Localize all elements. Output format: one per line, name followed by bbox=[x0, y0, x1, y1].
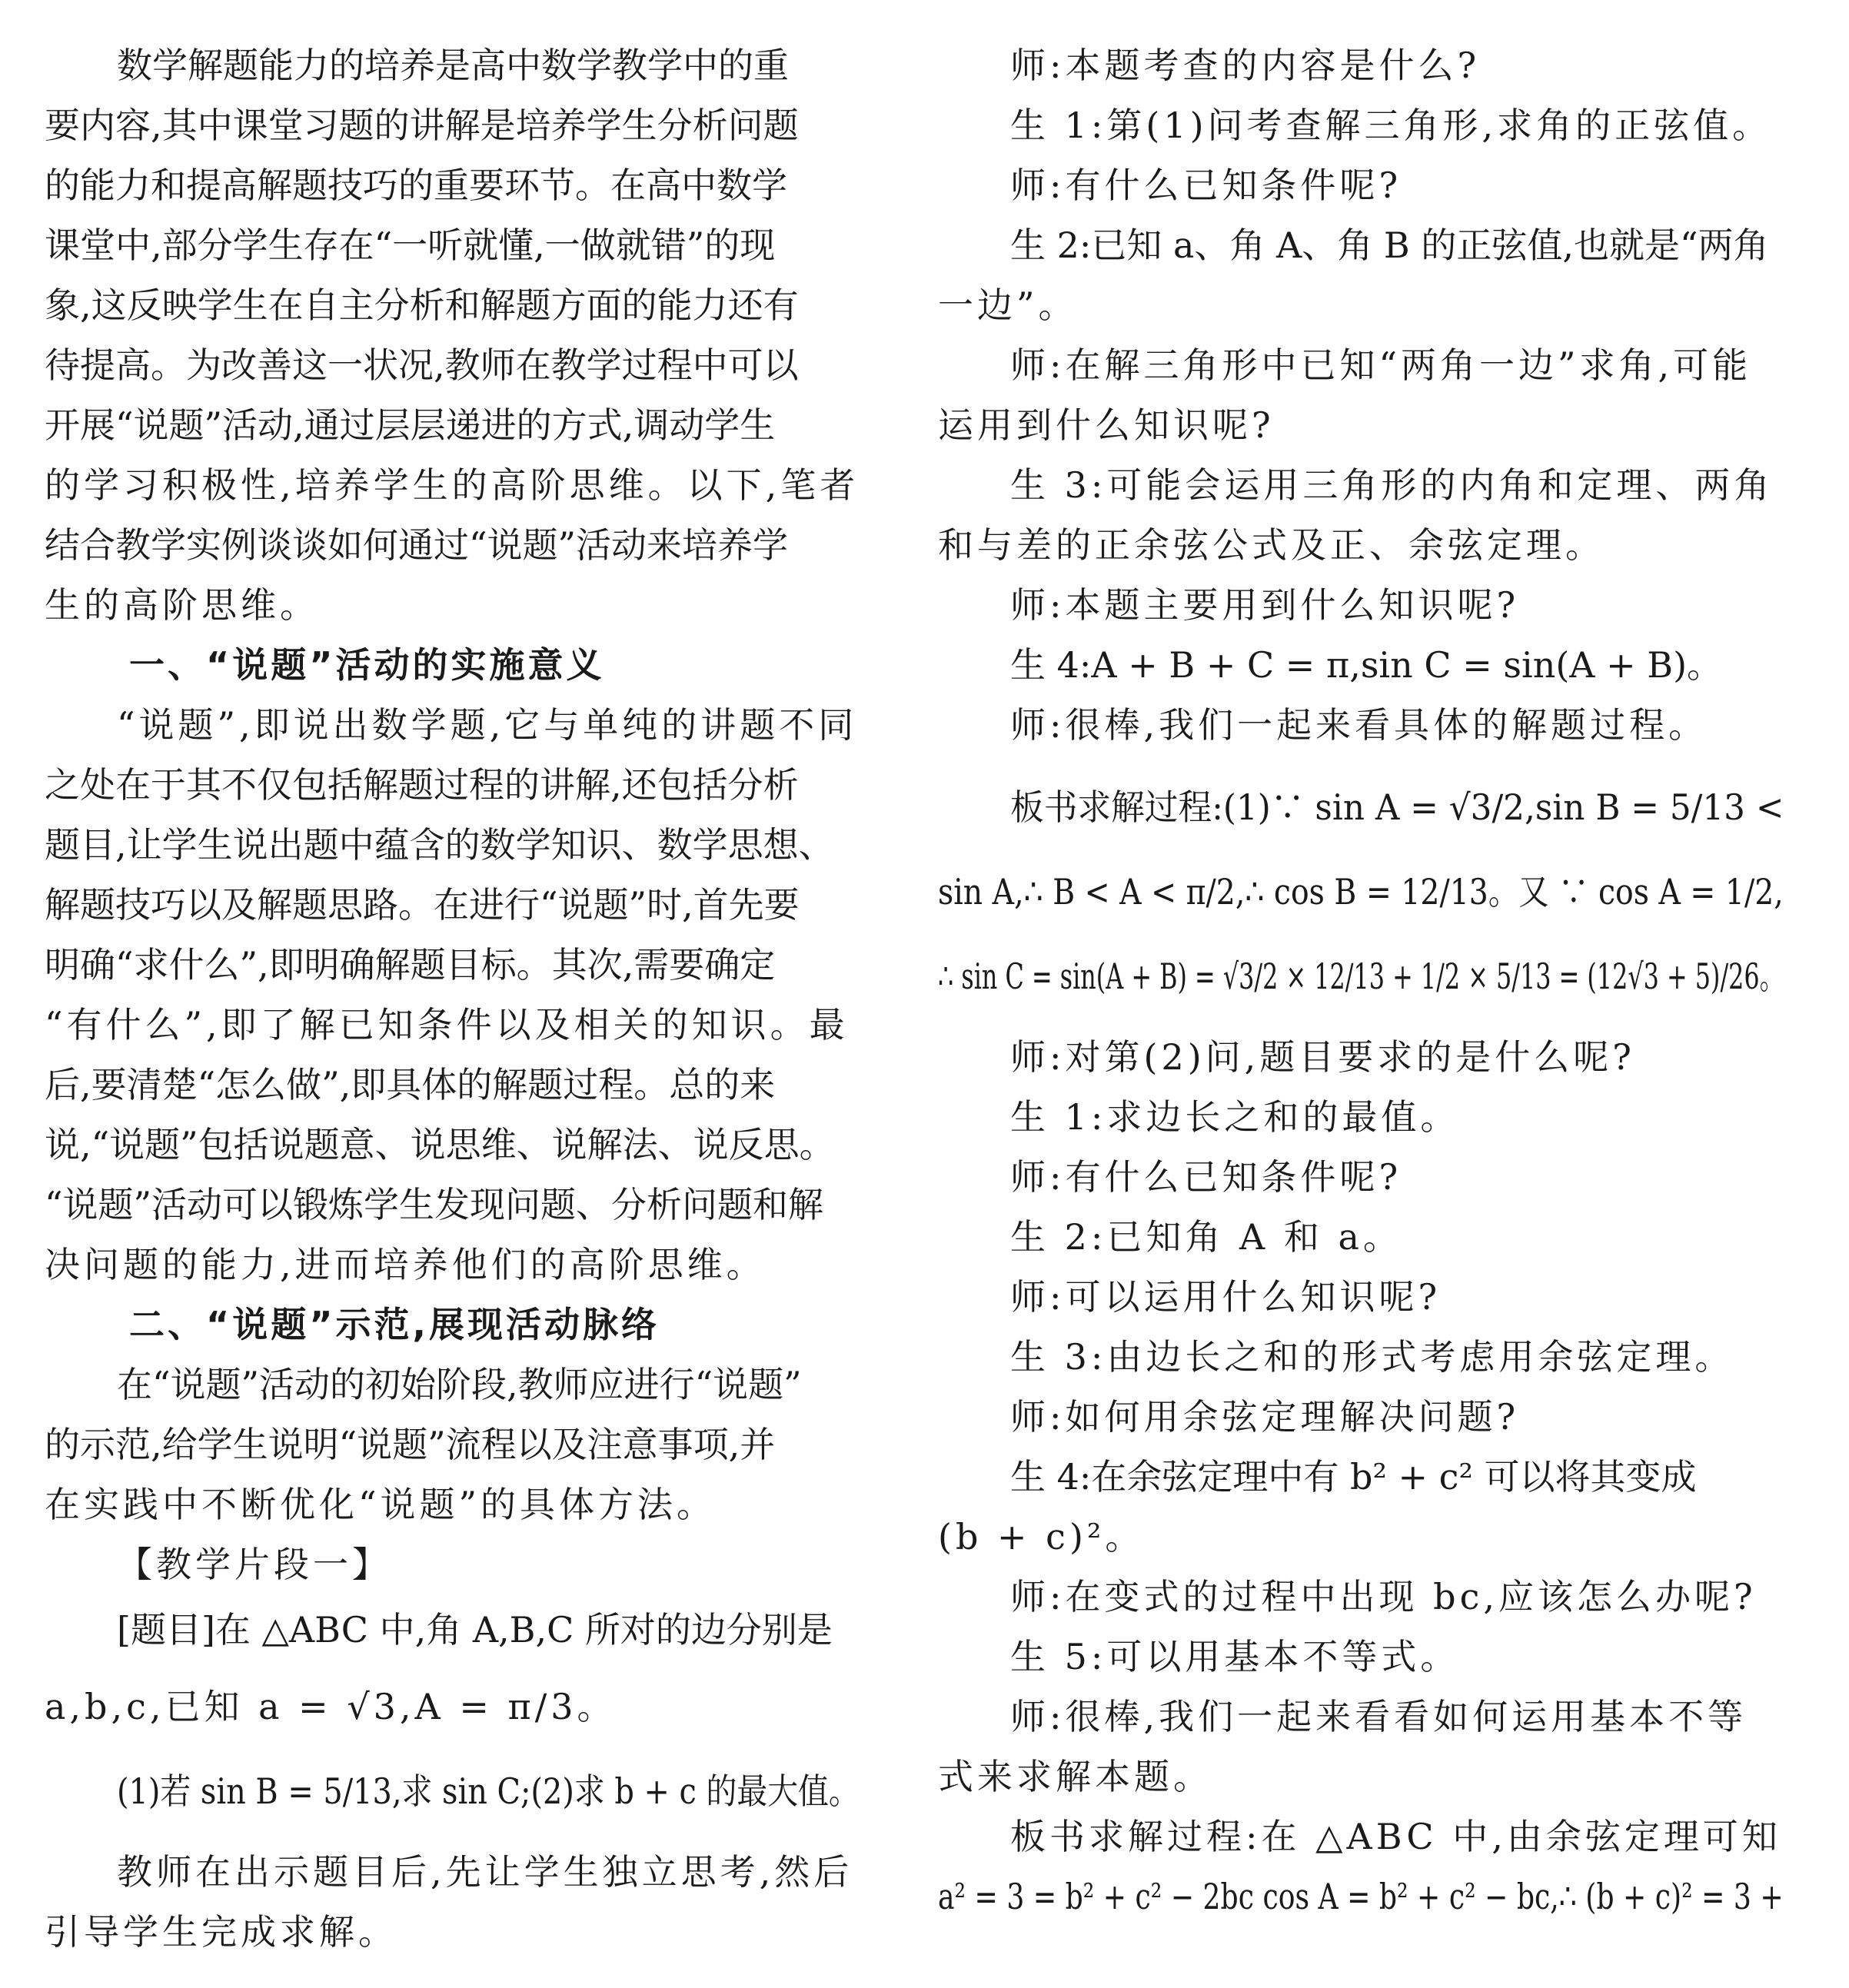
paragraph-line: 的能力和提高解题技巧的重要环节。在高中数学 bbox=[45, 165, 787, 206]
paragraph-line: 解题技巧以及解题思路。在进行“说题”时,首先要 bbox=[45, 884, 800, 926]
paragraph-line: 后,要清楚“怎么做”,即具体的解题过程。总的来 bbox=[45, 1064, 776, 1105]
dialogue-line: 和与差的正余弦公式及正、余弦定理。 bbox=[938, 524, 1605, 566]
paragraph-line: 明确“求什么”,即明确解题目标。其次,需要确定 bbox=[45, 944, 776, 986]
solution-line: ∴ sin C = sin(A + B) = √3/2 × 12/13 + 1/2 × 5/13 = (12√3 + 5)/26。 bbox=[938, 956, 1784, 997]
solution-line: 板书求解过程:(1)∵ sin A = √3/2,sin B = 5/13 < bbox=[1010, 786, 1784, 828]
paragraph-line: 说,“说题”包括说题意、说思维、说解法、说反思。 bbox=[45, 1124, 835, 1165]
dialogue-line: 师:在解三角形中已知“两角一边”求角,可能 bbox=[1010, 344, 1752, 386]
paragraph-line: 课堂中,部分学生存在“一听就懂,一做就错”的现 bbox=[45, 224, 776, 266]
solution-line: sin A,∴ B < A < π/2,∴ cos B = 12/13。又 ∵ cos A = 1/2, bbox=[938, 871, 1784, 913]
dialogue-line: 师:可以运用什么知识呢? bbox=[1010, 1276, 1442, 1318]
dialogue-line: 运用到什么知识呢? bbox=[938, 404, 1275, 446]
paragraph-line: 开展“说题”活动,通过层层递进的方式,调动学生 bbox=[45, 404, 776, 446]
paragraph-line: 象,这反映学生在自主分析和解题方面的能力还有 bbox=[45, 284, 799, 326]
problem-question: (1)若 sin B = 5/13,求 sin C;(2)求 b + c 的最大值。 bbox=[117, 1770, 860, 1812]
dialogue-line: 师:在变式的过程中出现 bc,应该怎么办呢? bbox=[1010, 1576, 1757, 1617]
dialogue-line: 生 3:由边长之和的形式考虑用余弦定理。 bbox=[1010, 1336, 1734, 1378]
paragraph-line: 题目,让学生说出题中蕴含的数学知识、数学思想、 bbox=[45, 824, 834, 866]
solution-line: 板书求解过程:在 △ABC 中,由余弦定理可知 bbox=[1010, 1816, 1781, 1857]
dialogue-line: 生 3:可能会运用三角形的内角和定理、两角 bbox=[1010, 464, 1774, 506]
paragraph-line: 的学习积极性,培养学生的高阶思维。以下,笔者 bbox=[45, 464, 860, 506]
paragraph-line: “有什么”,即了解已知条件以及相关的知识。最 bbox=[45, 1004, 849, 1046]
dialogue-line: 师:本题考查的内容是什么? bbox=[1010, 45, 1481, 86]
paragraph-line: 引导学生完成求解。 bbox=[45, 1911, 397, 1953]
dialogue-line: 一边”。 bbox=[938, 284, 1078, 326]
dialogue-line: 师:如何用余弦定理解决问题? bbox=[1010, 1396, 1520, 1438]
dialogue-line: 师:本题主要用到什么知识呢? bbox=[1010, 584, 1520, 626]
paragraph-line: 结合教学实例谈谈如何通过“说题”活动来培养学 bbox=[45, 524, 789, 566]
dialogue-line: 生 4:A + B + C = π,sin C = sin(A + B)。 bbox=[1010, 644, 1723, 686]
dialogue-line: 师:很棒,我们一起来看看如何运用基本不等 bbox=[1010, 1696, 1748, 1737]
dialogue-line: 生 2:已知 a、角 A、角 B 的正弦值,也就是“两角 bbox=[1010, 224, 1769, 266]
paragraph-line: 之处在于其不仅包括解题过程的讲解,还包括分析 bbox=[45, 764, 799, 806]
dialogue-line: 生 5:可以用基本不等式。 bbox=[1010, 1636, 1460, 1677]
paragraph-line: “说题”活动可以锻炼学生发现问题、分析问题和解 bbox=[45, 1184, 824, 1225]
paragraph-line: 的示范,给学生说明“说题”流程以及注意事项,并 bbox=[45, 1424, 776, 1465]
section-heading: 二、“说题”示范,展现活动脉络 bbox=[129, 1304, 660, 1345]
paragraph-line: 教师在出示题目后,先让学生独立思考,然后 bbox=[117, 1851, 853, 1893]
dialogue-line: 师:很棒,我们一起来看具体的解题过程。 bbox=[1010, 704, 1708, 746]
paragraph-line: 在实践中不断优化“说题”的具体方法。 bbox=[45, 1484, 717, 1525]
paragraph-line: 生的高阶思维。 bbox=[45, 584, 319, 626]
paragraph-line: “说题”,即说出数学题,它与单纯的讲题不同 bbox=[117, 704, 858, 746]
dialogue-line: 师:对第(2)问,题目要求的是什么呢? bbox=[1010, 1036, 1635, 1078]
problem-condition: a,b,c,已知 a = √3,A = π/3。 bbox=[45, 1686, 617, 1727]
dialogue-line: 生 1:第(1)问考查解三角形,求角的正弦值。 bbox=[1010, 105, 1772, 146]
dialogue-line: (b + c)²。 bbox=[938, 1516, 1145, 1557]
dialogue-line: 师:有什么已知条件呢? bbox=[1010, 165, 1402, 206]
paragraph-line: 决问题的能力,进而培养他们的高阶思维。 bbox=[45, 1244, 766, 1285]
paragraph-line: 要内容,其中课堂习题的讲解是培养学生分析问题 bbox=[45, 105, 799, 146]
problem-statement: [题目]在 △ABC 中,角 A,B,C 所对的边分别是 bbox=[117, 1609, 833, 1651]
section-heading: 一、“说题”活动的实施意义 bbox=[129, 644, 605, 686]
paragraph-line: 数学解题能力的培养是高中数学教学中的重 bbox=[117, 45, 789, 86]
dialogue-line: 生 4:在余弦定理中有 b² + c² 可以将其变成 bbox=[1010, 1456, 1697, 1498]
paragraph-line: 待提高。为改善这一状况,教师在教学过程中可以 bbox=[45, 344, 799, 386]
dialogue-line: 生 2:已知角 A 和 a。 bbox=[1010, 1216, 1402, 1258]
dialogue-line: 生 1:求边长之和的最值。 bbox=[1010, 1096, 1460, 1138]
dialogue-line: 师:有什么已知条件呢? bbox=[1010, 1156, 1402, 1198]
paragraph-line: 在“说题”活动的初始阶段,教师应进行“说题” bbox=[117, 1364, 802, 1405]
segment-label: 【教学片段一】 bbox=[117, 1544, 391, 1585]
solution-line: a² = 3 = b² + c² − 2bc cos A = b² + c² − bc,∴ (b + c)² = 3 + bbox=[938, 1876, 1784, 1917]
dialogue-line: 式来求解本题。 bbox=[938, 1756, 1212, 1797]
